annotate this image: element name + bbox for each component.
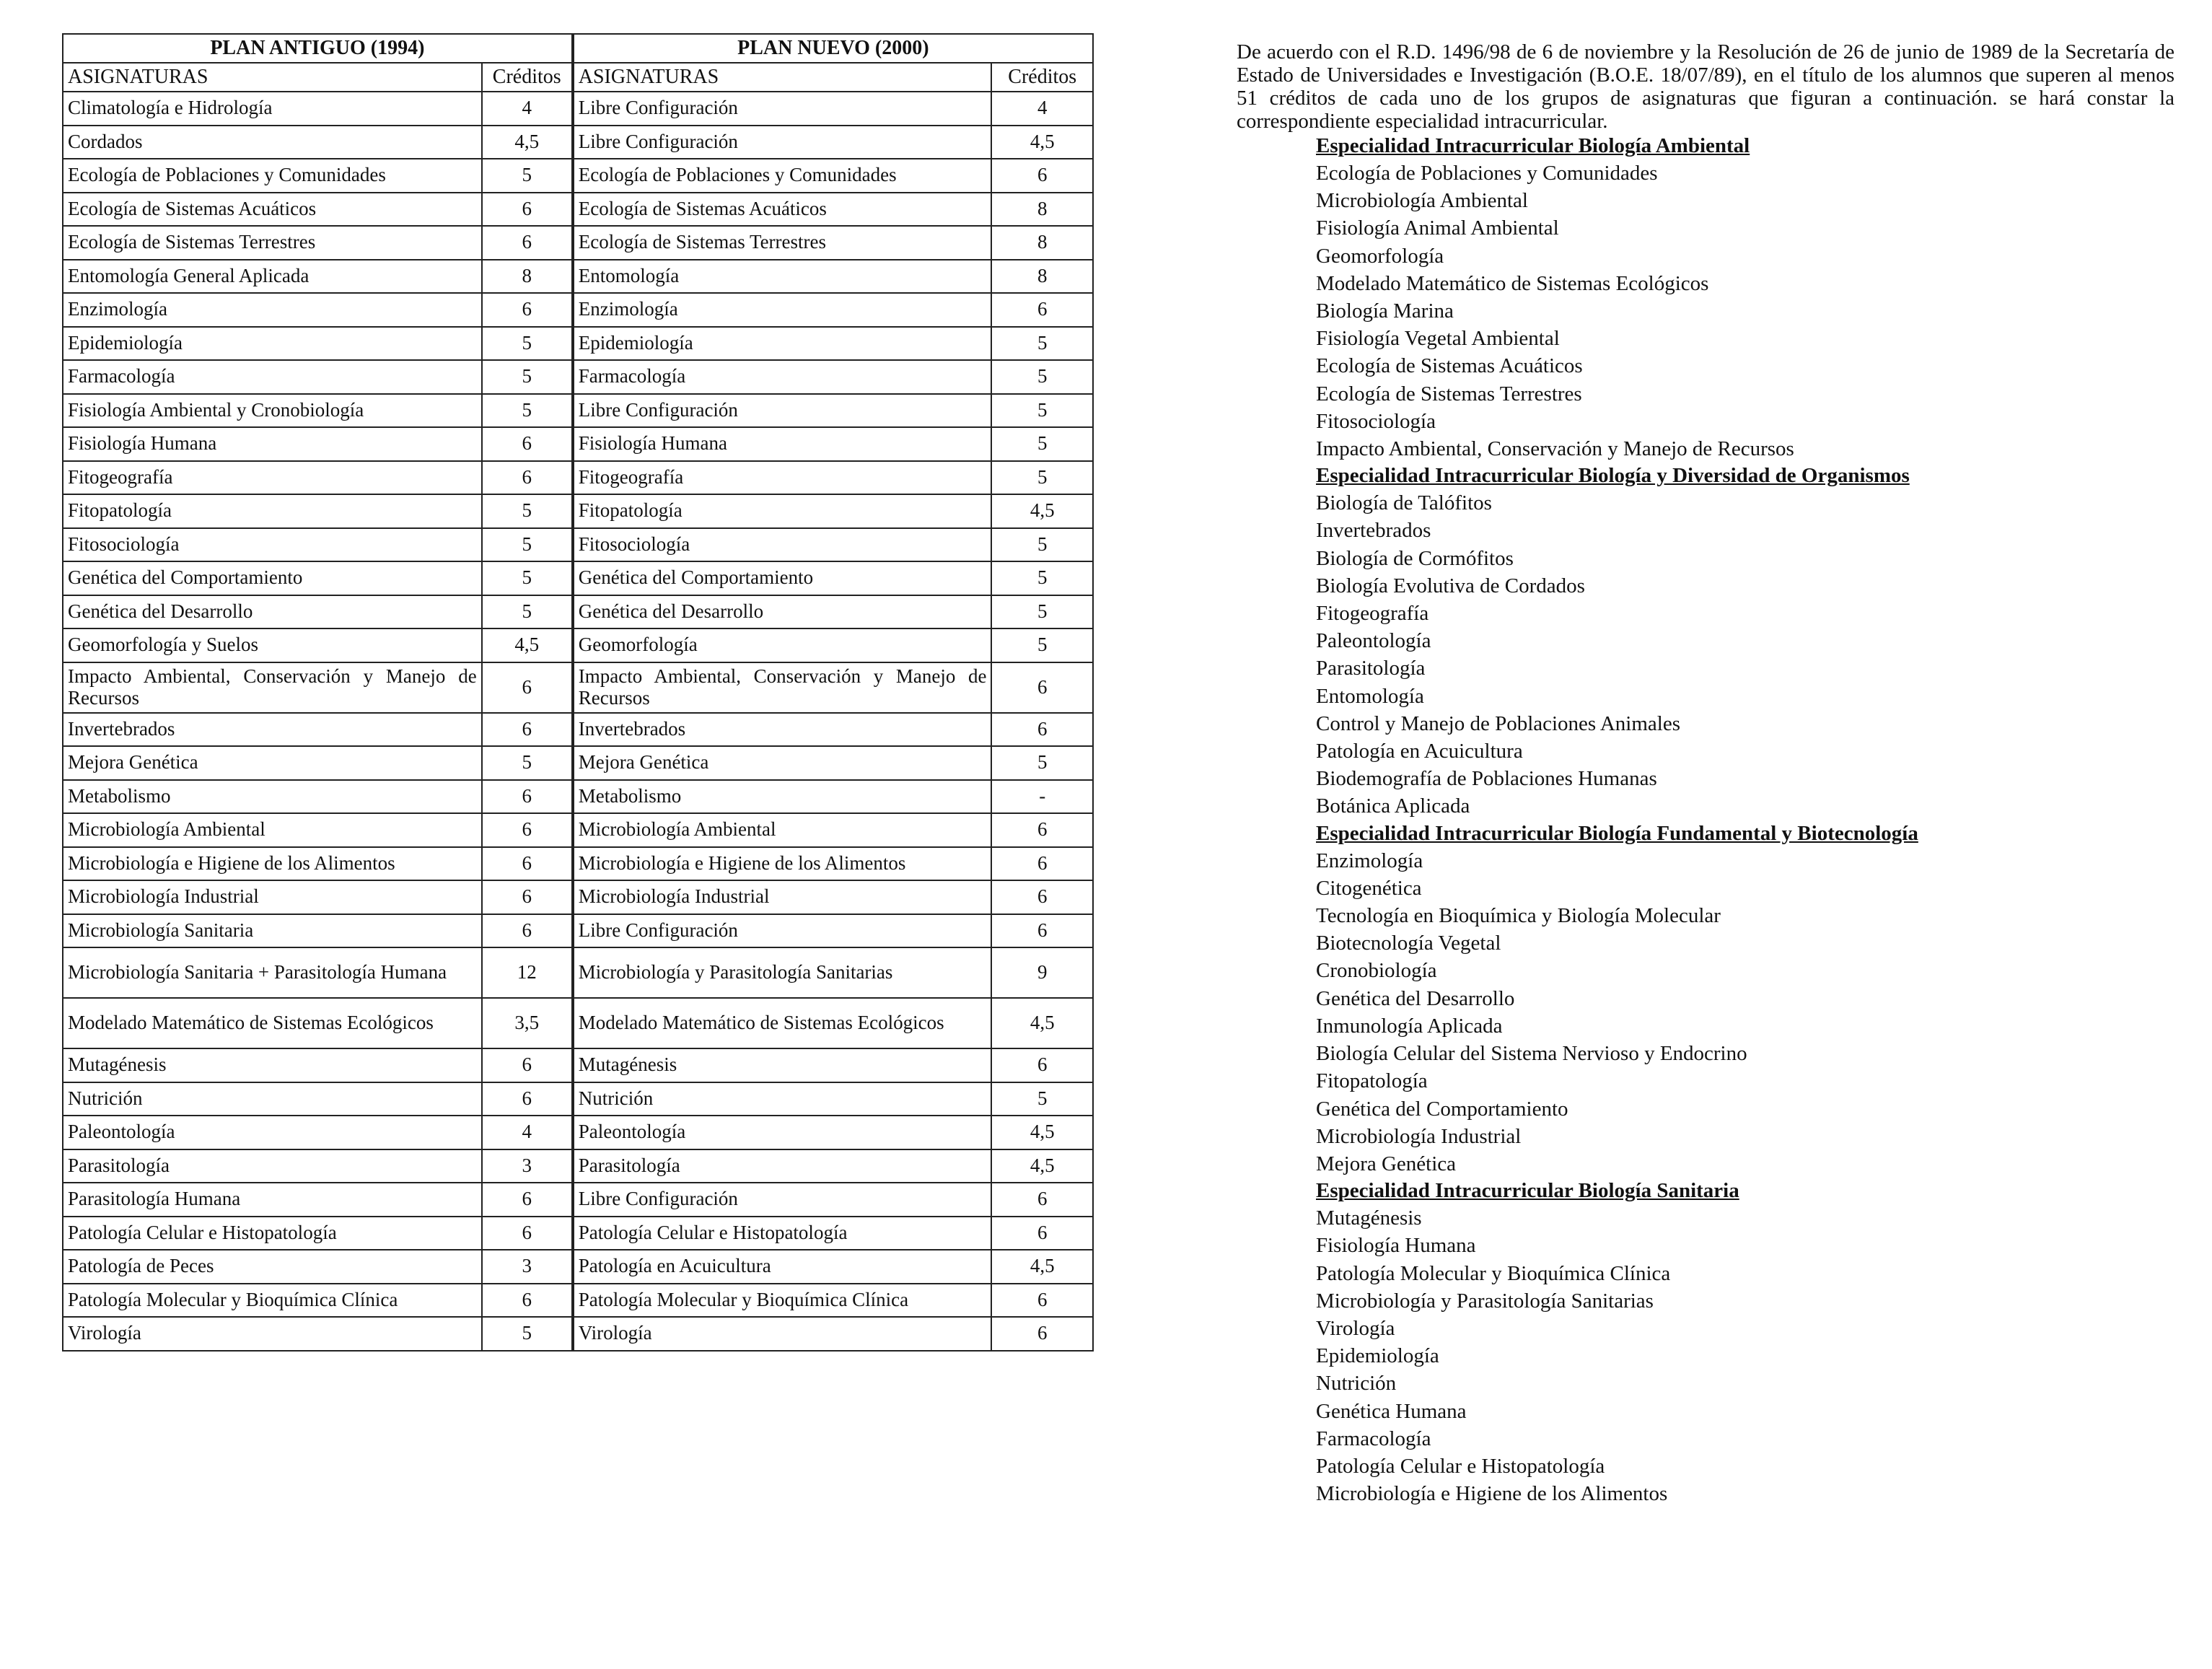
list-item: Genética del Comportamiento — [1316, 1097, 1568, 1121]
old-subject-cell: Modelado Matemático de Sistemas Ecológicos — [63, 998, 482, 1048]
new-credits-cell: 5 — [991, 327, 1093, 361]
old-subject-cell: Fitopatología — [63, 494, 482, 528]
table-row — [63, 780, 1093, 814]
new-subject-cell: Enzimología — [573, 293, 992, 327]
old-subject-cell: Metabolismo — [63, 780, 482, 814]
new-credits-cell: 8 — [991, 226, 1093, 260]
list-item: Tecnología en Bioquímica y Biología Molecular — [1316, 904, 1721, 928]
new-credits-cell: 5 — [991, 394, 1093, 428]
new-subject-cell: Geomorfología — [573, 628, 992, 662]
old-credits-cell: 6 — [482, 461, 573, 495]
new-subject-cell: Ecología de Poblaciones y Comunidades — [573, 159, 992, 193]
new-subject-cell: Libre Configuración — [573, 394, 992, 428]
table-row — [63, 847, 1093, 881]
list-item: Fisiología Humana — [1316, 1234, 1476, 1258]
old-credits-cell: 3 — [482, 1149, 573, 1183]
old-subject-cell: Parasitología Humana — [63, 1183, 482, 1217]
table-row — [63, 1116, 1093, 1149]
list-item: Biología de Cormófitos — [1316, 546, 1514, 570]
list-item: Control y Manejo de Poblaciones Animales — [1316, 711, 1681, 735]
table-row — [63, 1250, 1093, 1284]
new-credits-cell: 9 — [991, 947, 1093, 998]
table-row — [63, 360, 1093, 394]
old-credits-cell: 4,5 — [482, 126, 573, 159]
old-credits-cell: 5 — [482, 561, 573, 595]
table-row — [63, 159, 1093, 193]
list-item: Nutrición — [1316, 1372, 1397, 1396]
regulation-intro: De acuerdo con el R.D. 1496/98 de 6 de noviembre y la Resolución de 26 de junio de 1989 de la Secretaría de Estado de Universidades e Investigación (B.O.E. 18/07/89), en el título de los alumnos que superen al menos 51 créditos de cada uno de los grupos de asignaturas que figuran a continuación. se hará constar la correspondiente especialidad intracurricular. — [1237, 40, 2174, 133]
speciality-title: Especialidad Intracurricular Biología Ambiental — [1316, 134, 1750, 157]
old-subject-cell: Mejora Genética — [63, 746, 482, 780]
old-credits-cell: 6 — [482, 1183, 573, 1217]
old-subject-cell: Farmacología — [63, 360, 482, 394]
old-credits-cell: 6 — [482, 780, 573, 814]
old-credits-cell: 3,5 — [482, 998, 573, 1048]
list-item: Ecología de Poblaciones y Comunidades — [1316, 162, 1658, 185]
list-item: Patología Celular e Histopatología — [1316, 1454, 1605, 1478]
new-subject-cell: Genética del Comportamiento — [573, 561, 992, 595]
table-row — [63, 713, 1093, 747]
old-subject-cell: Epidemiología — [63, 327, 482, 361]
old-subject-cell: Microbiología Sanitaria + Parasitología Humana — [63, 947, 482, 998]
new-credits-cell: 4,5 — [991, 126, 1093, 159]
new-plan-title: PLAN NUEVO (2000) — [573, 34, 1093, 63]
list-item: Mejora Genética — [1316, 1152, 1457, 1175]
old-subject-cell: Mutagénesis — [63, 1048, 482, 1082]
new-credits-cell: 6 — [991, 662, 1093, 713]
old-subject-cell: Cordados — [63, 126, 482, 159]
new-credits-cell: 6 — [991, 713, 1093, 747]
table-row — [63, 746, 1093, 780]
table-row — [63, 293, 1093, 327]
old-subject-cell: Fitogeografía — [63, 461, 482, 495]
new-subject-cell: Libre Configuración — [573, 92, 992, 126]
new-credits-cell: 5 — [991, 360, 1093, 394]
new-subject-cell: Microbiología Industrial — [573, 880, 992, 914]
new-subject-cell: Libre Configuración — [573, 1183, 992, 1217]
table-row — [63, 528, 1093, 562]
speciality-panel — [1237, 40, 2174, 1507]
list-item: Mutagénesis — [1316, 1206, 1422, 1230]
old-subject-cell: Geomorfología y Suelos — [63, 628, 482, 662]
list-item: Biotecnología Vegetal — [1316, 932, 1501, 955]
new-subject-cell: Epidemiología — [573, 327, 992, 361]
list-item: Fitogeografía — [1316, 602, 1429, 626]
old-credits-cell: 4,5 — [482, 628, 573, 662]
old-credits-cell: 8 — [482, 260, 573, 294]
old-credits-header: Créditos — [482, 63, 573, 92]
new-credits-cell: 5 — [991, 595, 1093, 629]
list-item: Virología — [1316, 1316, 1395, 1340]
list-item: Biología de Talófitos — [1316, 491, 1492, 515]
new-credits-cell: 6 — [991, 1284, 1093, 1318]
old-credits-cell: 4 — [482, 1116, 573, 1149]
table-row — [63, 260, 1093, 294]
old-credits-cell: 5 — [482, 494, 573, 528]
list-item: Biología Evolutiva de Cordados — [1316, 574, 1585, 597]
list-item: Biodemografía de Poblaciones Humanas — [1316, 767, 1657, 791]
new-credits-cell: 6 — [991, 293, 1093, 327]
old-subject-cell: Patología de Peces — [63, 1250, 482, 1284]
old-credits-cell: 6 — [482, 847, 573, 881]
old-credits-cell: 5 — [482, 327, 573, 361]
old-credits-cell: 6 — [482, 813, 573, 847]
new-subject-cell: Microbiología Ambiental — [573, 813, 992, 847]
new-credits-cell: 6 — [991, 1048, 1093, 1082]
old-subject-cell: Microbiología Sanitaria — [63, 914, 482, 948]
new-subject-cell: Parasitología — [573, 1149, 992, 1183]
table-row — [63, 1082, 1093, 1116]
equivalence-table — [62, 33, 1094, 1352]
old-subjects-header: ASIGNATURAS — [63, 63, 482, 92]
new-subjects-header: ASIGNATURAS — [573, 63, 992, 92]
table-row — [63, 1317, 1093, 1351]
new-credits-cell: 4 — [991, 92, 1093, 126]
old-credits-cell: 5 — [482, 159, 573, 193]
old-credits-cell: 5 — [482, 746, 573, 780]
list-item: Farmacología — [1316, 1427, 1431, 1450]
table-row — [63, 427, 1093, 461]
new-subject-cell: Patología en Acuicultura — [573, 1250, 992, 1284]
new-credits-cell: 4,5 — [991, 1116, 1093, 1149]
new-credits-cell: - — [991, 780, 1093, 814]
old-credits-cell: 6 — [482, 880, 573, 914]
new-credits-cell: 8 — [991, 260, 1093, 294]
old-subject-cell: Microbiología Ambiental — [63, 813, 482, 847]
speciality-subject-list — [1316, 847, 2174, 1178]
list-item: Biología Marina — [1316, 299, 1454, 323]
old-credits-cell: 6 — [482, 914, 573, 948]
new-subject-cell: Fitopatología — [573, 494, 992, 528]
table-row — [63, 595, 1093, 629]
new-subject-cell: Virología — [573, 1317, 992, 1351]
old-subject-cell: Climatología e Hidrología — [63, 92, 482, 126]
speciality-title: Especialidad Intracurricular Biología Sanitaria — [1316, 1179, 1739, 1203]
old-credits-cell: 5 — [482, 528, 573, 562]
new-subject-cell: Fitosociología — [573, 528, 992, 562]
table-row — [63, 914, 1093, 948]
table-row — [63, 226, 1093, 260]
old-credits-cell: 4 — [482, 92, 573, 126]
list-item: Fisiología Vegetal Ambiental — [1316, 327, 1560, 351]
new-subject-cell: Patología Molecular y Bioquímica Clínica — [573, 1284, 992, 1318]
speciality-block — [1316, 463, 2174, 820]
list-item: Microbiología Ambiental — [1316, 189, 1528, 213]
new-subject-cell: Metabolismo — [573, 780, 992, 814]
old-credits-cell: 5 — [482, 1317, 573, 1351]
table-row — [63, 1183, 1093, 1217]
table-row — [63, 1149, 1093, 1183]
new-subject-cell: Libre Configuración — [573, 914, 992, 948]
speciality-subject-list — [1316, 159, 2174, 463]
old-credits-cell: 6 — [482, 427, 573, 461]
old-subject-cell: Patología Celular e Histopatología — [63, 1217, 482, 1250]
old-subject-cell: Ecología de Poblaciones y Comunidades — [63, 159, 482, 193]
speciality-title: Especialidad Intracurricular Biología Fundamental y Biotecnología — [1316, 821, 1918, 845]
list-item: Geomorfología — [1316, 244, 1444, 268]
speciality-block — [1316, 133, 2174, 463]
old-credits-cell: 6 — [482, 662, 573, 713]
new-subject-cell: Nutrición — [573, 1082, 992, 1116]
table-row — [63, 126, 1093, 159]
old-subject-cell: Nutrición — [63, 1082, 482, 1116]
list-item: Enzimología — [1316, 849, 1423, 872]
table-row — [63, 494, 1093, 528]
new-credits-cell: 6 — [991, 159, 1093, 193]
list-item: Microbiología Industrial — [1316, 1124, 1522, 1148]
new-subject-cell: Patología Celular e Histopatología — [573, 1217, 992, 1250]
old-subject-cell: Enzimología — [63, 293, 482, 327]
old-credits-cell: 6 — [482, 193, 573, 227]
list-item: Fitopatología — [1316, 1069, 1428, 1093]
list-item: Microbiología e Higiene de los Alimentos — [1316, 1482, 1668, 1506]
new-credits-cell: 4,5 — [991, 1149, 1093, 1183]
new-subject-cell: Modelado Matemático de Sistemas Ecológicos — [573, 998, 992, 1048]
old-credits-cell: 6 — [482, 1082, 573, 1116]
old-credits-cell: 12 — [482, 947, 573, 998]
new-credits-cell: 4,5 — [991, 998, 1093, 1048]
old-credits-cell: 6 — [482, 1284, 573, 1318]
new-credits-cell: 6 — [991, 1317, 1093, 1351]
old-subject-cell: Patología Molecular y Bioquímica Clínica — [63, 1284, 482, 1318]
list-item: Entomología — [1316, 684, 1424, 708]
list-item: Paleontología — [1316, 629, 1431, 653]
new-subject-cell: Mutagénesis — [573, 1048, 992, 1082]
new-subject-cell: Farmacología — [573, 360, 992, 394]
list-item: Inmunología Aplicada — [1316, 1014, 1503, 1038]
old-plan-title: PLAN ANTIGUO (1994) — [63, 34, 573, 63]
old-credits-cell: 6 — [482, 293, 573, 327]
old-subject-cell: Fisiología Humana — [63, 427, 482, 461]
list-item: Fitosociología — [1316, 409, 1436, 433]
new-subject-cell: Impacto Ambiental, Conservación y Manejo de Recursos — [573, 662, 992, 713]
old-subject-cell: Microbiología e Higiene de los Alimentos — [63, 847, 482, 881]
table-row — [63, 461, 1093, 495]
new-credits-cell: 6 — [991, 914, 1093, 948]
old-subject-cell: Paleontología — [63, 1116, 482, 1149]
old-subject-cell: Fisiología Ambiental y Cronobiología — [63, 394, 482, 428]
new-credits-cell: 5 — [991, 628, 1093, 662]
old-credits-cell: 3 — [482, 1250, 573, 1284]
list-item: Parasitología — [1316, 657, 1426, 680]
new-credits-cell: 5 — [991, 746, 1093, 780]
new-subject-cell: Ecología de Sistemas Terrestres — [573, 226, 992, 260]
table-row — [63, 880, 1093, 914]
new-subject-cell: Invertebrados — [573, 713, 992, 747]
table-row — [63, 394, 1093, 428]
list-item: Microbiología y Parasitología Sanitarias — [1316, 1289, 1654, 1313]
new-credits-cell: 6 — [991, 880, 1093, 914]
new-subject-cell: Mejora Genética — [573, 746, 992, 780]
old-subject-cell: Fitosociología — [63, 528, 482, 562]
new-credits-cell: 6 — [991, 1183, 1093, 1217]
list-item: Botánica Aplicada — [1316, 794, 1470, 818]
old-subject-cell: Impacto Ambiental, Conservación y Manejo de Recursos — [63, 662, 482, 713]
table-row — [63, 662, 1093, 713]
old-subject-cell: Genética del Desarrollo — [63, 595, 482, 629]
new-credits-cell: 5 — [991, 528, 1093, 562]
equivalence-table-body — [63, 92, 1093, 1351]
list-item: Genética del Desarrollo — [1316, 986, 1515, 1010]
table-row — [63, 998, 1093, 1048]
new-credits-cell: 6 — [991, 1217, 1093, 1250]
list-item: Invertebrados — [1316, 519, 1431, 543]
list-item: Modelado Matemático de Sistemas Ecológicos — [1316, 271, 1709, 295]
new-credits-cell: 5 — [991, 1082, 1093, 1116]
list-item: Impacto Ambiental, Conservación y Manejo de Recursos — [1316, 437, 1794, 461]
old-subject-cell: Entomología General Aplicada — [63, 260, 482, 294]
table-row — [63, 947, 1093, 998]
table-row — [63, 327, 1093, 361]
new-subject-cell: Ecología de Sistemas Acuáticos — [573, 193, 992, 227]
new-subject-cell: Microbiología e Higiene de los Alimentos — [573, 847, 992, 881]
table-row — [63, 92, 1093, 126]
speciality-list-container — [1237, 133, 2174, 1507]
old-credits-cell: 5 — [482, 360, 573, 394]
table-row — [63, 193, 1093, 227]
old-subject-cell: Microbiología Industrial — [63, 880, 482, 914]
table-row — [63, 1284, 1093, 1318]
old-subject-cell: Virología — [63, 1317, 482, 1351]
plan-header-row — [63, 34, 1093, 63]
old-subject-cell: Invertebrados — [63, 713, 482, 747]
list-item: Fisiología Animal Ambiental — [1316, 216, 1559, 240]
new-credits-cell: 4,5 — [991, 1250, 1093, 1284]
table-row — [63, 813, 1093, 847]
old-credits-cell: 5 — [482, 394, 573, 428]
speciality-block — [1316, 1178, 2174, 1507]
table-row — [63, 628, 1093, 662]
new-subject-cell: Libre Configuración — [573, 126, 992, 159]
new-credits-header: Créditos — [991, 63, 1093, 92]
new-credits-cell: 4,5 — [991, 494, 1093, 528]
list-item: Patología Molecular y Bioquímica Clínica — [1316, 1261, 1671, 1285]
list-item: Biología Celular del Sistema Nervioso y Endocrino — [1316, 1042, 1747, 1066]
list-item: Ecología de Sistemas Acuáticos — [1316, 354, 1583, 378]
old-subject-cell: Parasitología — [63, 1149, 482, 1183]
old-credits-cell: 6 — [482, 1217, 573, 1250]
new-subject-cell: Genética del Desarrollo — [573, 595, 992, 629]
old-subject-cell: Ecología de Sistemas Terrestres — [63, 226, 482, 260]
list-item: Cronobiología — [1316, 959, 1437, 983]
new-credits-cell: 6 — [991, 847, 1093, 881]
old-credits-cell: 6 — [482, 226, 573, 260]
list-item: Epidemiología — [1316, 1344, 1439, 1368]
list-item: Ecología de Sistemas Terrestres — [1316, 382, 1582, 406]
new-subject-cell: Fisiología Humana — [573, 427, 992, 461]
speciality-subject-list — [1316, 1204, 2174, 1507]
list-item: Patología en Acuicultura — [1316, 740, 1523, 763]
new-subject-cell: Entomología — [573, 260, 992, 294]
table-row — [63, 561, 1093, 595]
old-credits-cell: 5 — [482, 595, 573, 629]
speciality-block — [1316, 820, 2174, 1178]
table-row — [63, 1048, 1093, 1082]
column-header-row — [63, 63, 1093, 92]
new-credits-cell: 5 — [991, 427, 1093, 461]
new-credits-cell: 5 — [991, 461, 1093, 495]
old-subject-cell: Genética del Comportamiento — [63, 561, 482, 595]
new-credits-cell: 8 — [991, 193, 1093, 227]
list-item: Genética Humana — [1316, 1399, 1467, 1423]
new-subject-cell: Microbiología y Parasitología Sanitarias — [573, 947, 992, 998]
new-credits-cell: 6 — [991, 813, 1093, 847]
new-subject-cell: Paleontología — [573, 1116, 992, 1149]
old-credits-cell: 6 — [482, 713, 573, 747]
new-credits-cell: 5 — [991, 561, 1093, 595]
old-subject-cell: Ecología de Sistemas Acuáticos — [63, 193, 482, 227]
new-subject-cell: Fitogeografía — [573, 461, 992, 495]
old-credits-cell: 6 — [482, 1048, 573, 1082]
speciality-title: Especialidad Intracurricular Biología y Diversidad de Organismos — [1316, 464, 1910, 488]
speciality-subject-list — [1316, 489, 2174, 820]
list-item: Citogenética — [1316, 876, 1422, 900]
table-row — [63, 1217, 1093, 1250]
